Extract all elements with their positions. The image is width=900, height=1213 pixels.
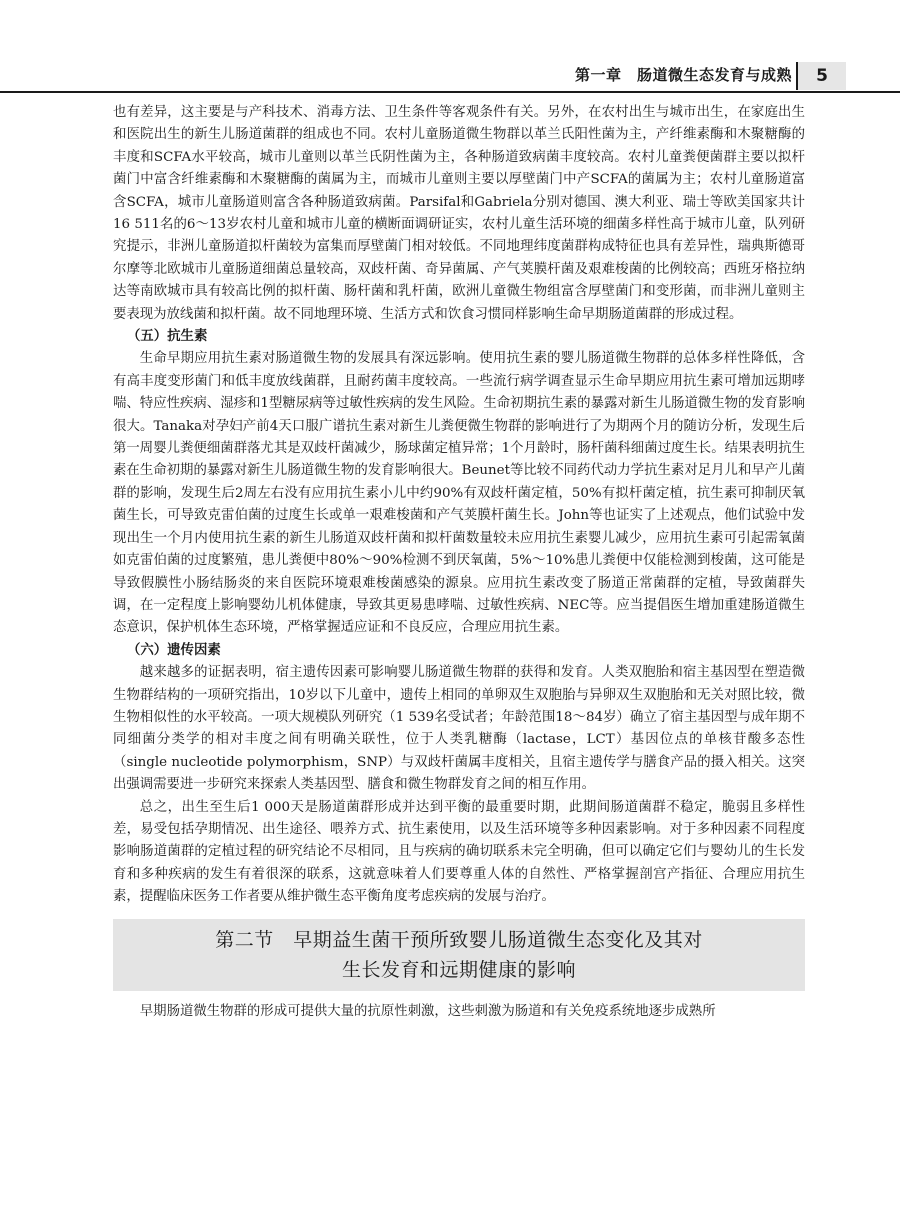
running-chapter-title: 第一章 肠道微生态发育与成熟 (574, 66, 792, 84)
paragraph-genetics: 越来越多的证据表明，宿主遗传因素可影响婴儿肠道微生物群的获得和发育。人类双胞胎和宿主基因型在塑造微生物群结构的一项研究指出，10岁以下儿童中，遗传上相同的单卵双生双胞胎与异卵双生双胞胎和无关对照比较，微生物相似性的水平较高。一项大规模队列研究（1 539名受试者；年龄范围18～84岁）确立了宿主基因型与成年期不同细菌分类学的相对丰度之间有明确关联性，位于人类乳糖酶（lactase，LCT）基因位点的单核苷酸多态性（single nucleotide polymorphism，SNP）与双歧杆菌属丰度相关，且宿主遗传学与膳食产品的摄入相关。这突出强调需要进一步研究来探索人类基因型、膳食和微生物群发育之间的相互作用。 (113, 665, 805, 793)
subheading-genetics: （六）遗传因素 (127, 642, 221, 658)
subheading-antibiotics: （五）抗生素 (127, 329, 208, 345)
section-title-line-1: 第二节 早期益生菌干预所致婴儿肠道微生态变化及其对 (215, 928, 703, 951)
section-title-line-2: 生长发育和远期健康的影响 (341, 958, 576, 981)
paragraph-geography: 也有差异，这主要是与产科技术、消毒方法、卫生条件等客观条件有关。另外，在农村出生与城市出生，在家庭出生和医院出生的新生儿肠道菌群的组成也不同。农村儿童肠道微生物群以革兰氏阳性菌为主，产纤维素酶和木聚糖酶的丰度和SCFA水平较高，城市儿童则以革兰氏阴性菌为主，各种肠道致病菌丰度较高。农村儿童粪便菌群主要以拟杆菌门中富含纤维素酶和木聚糖酶的菌属为主，而城市儿童则主要以厚壁菌门中产SCFA的菌属为主；农村儿童肠道富含SCFA，城市儿童肠道则富含各种肠道致病菌。Parsifal和Gabriela分别对德国、澳大利亚、瑞士等欧美国家共计16 511名的6～13岁农村儿童和城市儿童的横断面调研证实，农村儿童生活环境的细菌多样性高于城市儿童，队列研究提示，非洲儿童肠道拟杆菌较为富集而厚壁菌门相对较低。不同地理纬度菌群构成特征也具有差异性，瑞典斯德哥尔摩等北欧城市儿童肠道细菌总量较高，双歧杆菌、奇异菌属、产气荚膜杆菌及艰难梭菌的比例较高；西班牙格拉纳达等南欧城市具有较高比例的拟杆菌、肠杆菌和乳杆菌，欧洲儿童微生物组富含厚壁菌门和变形菌，而非洲儿童则主要表现为放线菌和拟杆菌。故不同地理环境、生活方式和饮食习惯同样影响生命早期肠道菌群的形成过程。 (113, 105, 805, 322)
page-body (113, 102, 805, 1023)
page-number: 5 (796, 62, 846, 90)
paragraph-summary: 总之，出生至生后1 000天是肠道菌群形成并达到平衡的最重要时期，此期间肠道菌群不稳定，脆弱且多样性差，易受包括孕期情况、出生途径、喂养方式、抗生素使用，以及生活环境等多种因素影响。对于多种因素不同程度影响肠道菌群的定植过程的研究结论不尽相同，且与疾病的确切联系未完全明确，但可以确定它们与婴幼儿的生长发育和多种疾病的发生有着很深的联系，这就意味着人们要尊重人体的自然性、严格掌握剖宫产指征、合理应用抗生素，提醒临床医务工作者要从维护微生态平衡角度考虑疾病的发展与治疗。 (113, 799, 805, 905)
paragraph-section-intro: 早期肠道微生物群的形成可提供大量的抗原性刺激，这些刺激为肠道和有关免疫系统地逐步成熟所 (139, 1003, 716, 1019)
page-header (0, 62, 900, 92)
paragraph-antibiotics: 生命早期应用抗生素对肠道微生物的发展具有深远影响。使用抗生素的婴儿肠道微生物群的总体多样性降低，含有高丰度变形菌门和低丰度放线菌群，且耐药菌丰度较高。一些流行病学调查显示生命早期应用抗生素可增加远期哮喘、特应性疾病、湿疹和1型糖尿病等过敏性疾病的发生风险。生命初期抗生素的暴露对新生儿肠道微生物的发育影响很大。Tanaka对孕妇产前4天口服广谱抗生素对新生儿粪便微生物群的影响进行了为期两个月的随访分析，发现生后第一周婴儿粪便细菌群落尤其是双歧杆菌减少，肠球菌定植异常；1个月龄时，肠杆菌科细菌过度生长。结果表明抗生素在生命初期的暴露对新生儿肠道微生物的发育影响很大。Beunet等比较不同药代动力学抗生素对足月儿和早产儿菌群的影响，发现生后2周左右没有应用抗生素小儿中约90%有双歧杆菌定植，50%有拟杆菌定植，抗生素可抑制厌氧菌生长，可导致克雷伯菌的过度生长或单一艰难梭菌和产气荚膜杆菌生长。John等也证实了上述观点，他们试验中发现出生一个月内使用抗生素的新生儿肠道双歧杆菌和拟杆菌数量较未应用抗生素婴儿减少，应用抗生素可引起需氧菌如克雷伯菌的过度繁殖，患儿粪便中80%～90%检测不到厌氧菌，5%～10%患儿粪便中仅能检测到梭菌，这可能是导致假膜性小肠结肠炎的来自医院环境艰难梭菌感染的源泉。应用抗生素改变了肠道正常菌群的定植，导致菌群失调，在一定程度上影响婴幼儿机体健康，导致其更易患哮喘、过敏性疾病、NEC等。应当提倡医生增加重建肠道微生态意识，保护机体生态环境，严格掌握适应证和不良反应，合理应用抗生素。 (113, 351, 805, 636)
header-rule (0, 91, 900, 93)
section-title-banner (113, 919, 805, 991)
